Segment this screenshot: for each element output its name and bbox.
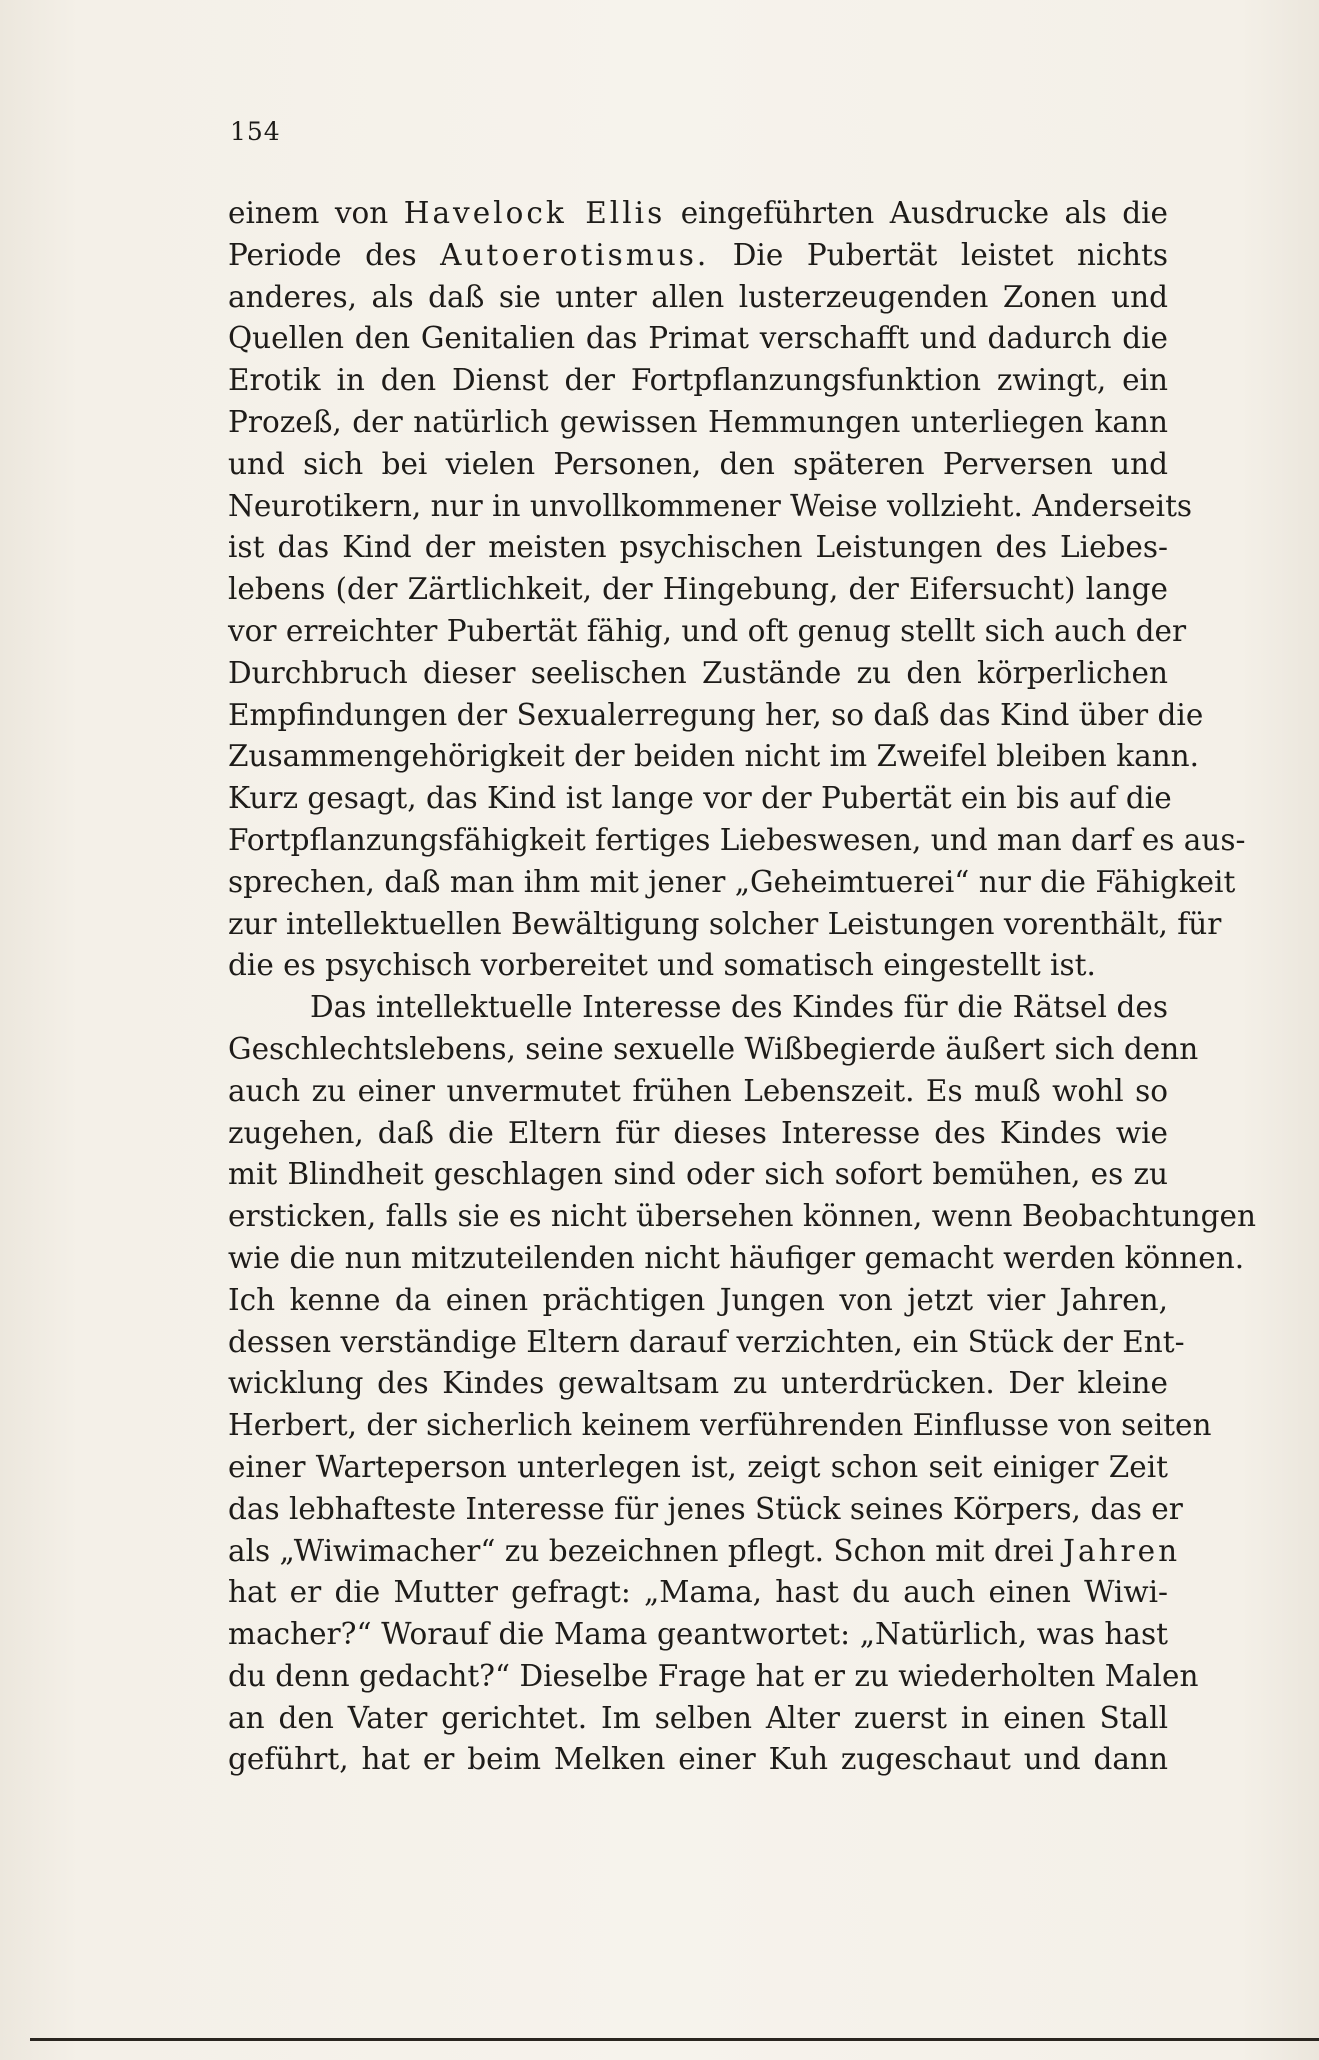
text-segment-16-1: Fortpflanzungsfähigkeit fertiges Liebeswesen, und man darf es aus- (228, 822, 1246, 857)
text-segment-9-1: ist das Kind der meisten psychischen Leistungen des Liebes- (228, 530, 1168, 565)
text-line-10 (228, 569, 1168, 611)
text-line-32 (228, 1489, 1183, 1531)
text-segment-23-1: zugehen, daß die Eltern für dieses Interesse des Kindes wie (228, 1115, 1168, 1150)
text-line-16 (228, 820, 1246, 862)
text-line-38 (228, 1739, 1168, 1781)
text-segment-19-1: die es psychisch vorbereitet und somatisch eingestellt ist. (228, 948, 1096, 983)
text-segment-8-1: Neurotikern, nur in unvollkommener Weise vollzieht. Anderseits (228, 488, 1193, 523)
text-segment-18-1: zur intellektuellen Bewältigung solcher Leistungen vorenthält, für (228, 906, 1222, 941)
text-segment-2-3: Die Pubertät leistet nichts (709, 237, 1168, 272)
text-line-37 (228, 1698, 1168, 1740)
text-line-2 (228, 235, 1168, 277)
text-line-7 (228, 444, 1168, 486)
text-line-12 (228, 653, 1168, 695)
text-segment-13-1: Empfindungen der Sexualerregung her, so daß das Kind über die (228, 697, 1204, 732)
text-line-15 (228, 778, 1172, 820)
text-segment-21-1: Geschlechtslebens, seine sexuelle Wißbegierde äußert sich denn (228, 1031, 1199, 1066)
text-segment-24-1: mit Blindheit geschlagen sind oder sich sofort bemühen, es zu (228, 1157, 1168, 1192)
text-segment-33-1: als „Wiwimacher“ zu bezeichnen pflegt. Schon mit drei (228, 1533, 1064, 1568)
page-number: 154 (230, 117, 281, 146)
text-line-17 (228, 862, 1236, 904)
text-segment-12-1: Durchbruch dieser seelischen Zustände zu den körperlichen (228, 655, 1168, 690)
text-line-25 (228, 1196, 1256, 1238)
text-line-33 (228, 1531, 1181, 1573)
text-line-29 (228, 1363, 1168, 1405)
text-segment-27-1: Ich kenne da einen prächtigen Jungen von jetzt vier Jahren, (228, 1282, 1168, 1317)
text-line-20 (228, 987, 1168, 1029)
text-line-21 (228, 1029, 1199, 1071)
text-segment-20-1: Das intellektuelle Interesse des Kindes für die Rätsel des (310, 990, 1168, 1025)
text-line-28 (228, 1322, 1185, 1364)
spaced-emphasis-1-2: Havelock Ellis (403, 196, 666, 230)
text-segment-5-1: Erotik in den Dienst der Fortpflanzungsfunktion zwingt, ein (228, 363, 1168, 398)
spaced-emphasis-33-2: Jahren (1063, 1533, 1181, 1568)
text-segment-28-1: dessen verständige Eltern darauf verzichten, ein Stück der Ent- (228, 1324, 1185, 1359)
text-segment-35-1: macher?“ Worauf die Mama geantwortet: „Natürlich, was hast (228, 1617, 1168, 1652)
text-segment-7-1: und sich bei vielen Personen, den späteren Perversen und (228, 446, 1168, 481)
text-segment-25-1: ersticken, falls sie es nicht übersehen können, wenn Beobachtungen (228, 1199, 1256, 1234)
text-line-8 (228, 486, 1193, 528)
text-segment-15-1: Kurz gesagt, das Kind ist lange vor der Pubertät ein bis auf die (228, 781, 1172, 816)
text-line-26 (228, 1238, 1245, 1280)
text-line-24 (228, 1154, 1168, 1196)
text-segment-3-1: anderes, als daß sie unter allen lusterzeugenden Zonen und (228, 279, 1168, 314)
text-line-14 (228, 736, 1200, 778)
text-line-6 (228, 402, 1168, 444)
text-segment-4-1: Quellen den Genitalien das Primat verschafft und dadurch die (228, 321, 1168, 356)
text-line-18 (228, 904, 1222, 946)
text-line-3 (228, 277, 1168, 319)
text-segment-1-3: eingeführten Ausdrucke als die (665, 196, 1168, 230)
text-line-5 (228, 360, 1168, 402)
text-line-27 (228, 1280, 1168, 1322)
text-line-22 (228, 1071, 1168, 1113)
text-segment-34-1: hat er die Mutter gefragt: „Mama, hast du auch einen Wiwi- (228, 1575, 1168, 1610)
text-segment-10-1: lebens (der Zärtlichkeit, der Hingebung, der Eifersucht) lange (228, 572, 1168, 607)
text-segment-14-1: Zusammengehörigkeit der beiden nicht im Zweifel bleiben kann. (228, 739, 1200, 774)
text-line-34 (228, 1572, 1168, 1614)
body-text (228, 193, 1256, 1781)
text-segment-36-1: du denn gedacht?“ Dieselbe Frage hat er zu wiederholten Malen (228, 1658, 1199, 1693)
text-line-4 (228, 318, 1168, 360)
text-line-13 (228, 695, 1204, 737)
text-segment-38-1: geführt, hat er beim Melken einer Kuh zugeschaut und dann (228, 1742, 1168, 1777)
text-line-31 (228, 1447, 1168, 1489)
text-line-35 (228, 1614, 1168, 1656)
text-segment-2-1: Periode des (228, 237, 441, 272)
spaced-emphasis-2-2: Autoerotismus. (440, 237, 710, 272)
text-segment-11-1: vor erreichter Pubertät fähig, und oft genug stellt sich auch der (228, 613, 1187, 648)
text-line-19 (228, 945, 1168, 987)
text-segment-26-1: wie die nun mitzuteilenden nicht häufiger gemacht werden können. (228, 1240, 1245, 1275)
text-line-36 (228, 1656, 1199, 1698)
page-bottom-edge (30, 2038, 1319, 2041)
text-segment-17-1: sprechen, daß man ihm mit jener „Geheimtuerei“ nur die Fähigkeit (228, 864, 1236, 899)
text-line-11 (228, 611, 1187, 653)
text-segment-32-1: das lebhafteste Interesse für jenes Stück seines Körpers, das er (228, 1491, 1183, 1526)
text-segment-31-1: einer Warteperson unterlegen ist, zeigt schon seit einiger Zeit (228, 1449, 1168, 1484)
text-segment-30-1: Herbert, der sicherlich keinem verführenden Einflusse von seiten (228, 1408, 1212, 1443)
text-segment-6-1: Prozeß, der natürlich gewissen Hemmungen unterliegen kann (228, 404, 1168, 439)
text-line-30 (228, 1405, 1212, 1447)
text-line-9 (228, 527, 1168, 569)
text-segment-37-1: an den Vater gerichtet. Im selben Alter zuerst in einen Stall (228, 1700, 1168, 1735)
text-segment-29-1: wicklung des Kindes gewaltsam zu unterdrücken. Der kleine (228, 1366, 1168, 1401)
text-segment-22-1: auch zu einer unvermutet frühen Lebenszeit. Es muß wohl so (228, 1073, 1168, 1108)
text-line-23 (228, 1113, 1168, 1155)
text-line-1 (228, 193, 1168, 235)
text-segment-1-1: einem von (228, 196, 404, 230)
